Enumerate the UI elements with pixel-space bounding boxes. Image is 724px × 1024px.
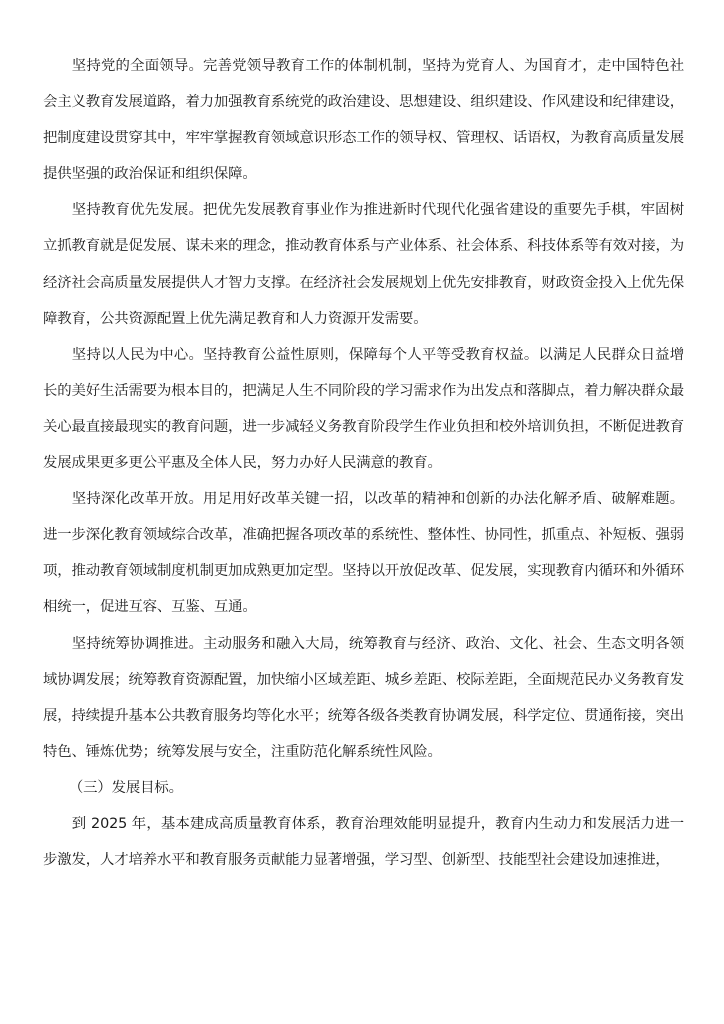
- paragraph-goals-2025: 到 2025 年，基本建成高质量教育体系，教育治理效能明显提升，教育内生动力和发展活力进一步激发，人才培养水平和教育服务贡献能力显著增强，学习型、创新型、技能型社会建设加速推进，: [43, 815, 684, 869]
- paragraph-party-leadership: 坚持党的全面领导。完善党领导教育工作的体制机制，坚持为党育人、为国育才，走中国特色社会主义教育发展道路，着力加强教育系统党的政治建设、思想建设、组织建设、作风建设和纪律建设，把制度建设贯穿其中，牢牢掌握教育领域意识形态工作的领导权、管理权、话语权，为教育高质量发展提供坚强的政治保证和组织保障。: [43, 58, 684, 183]
- paragraph-people-centered: 坚持以人民为中心。坚持教育公益性原则，保障每个人平等受教育权益。以满足人民群众日益增长的美好生活需要为根本目的，把满足人生不同阶段的学习需求作为出发点和落脚点，着力解决群众最关心最直接最现实的教育问题，进一步减轻义务教育阶段学生作业负担和校外培训负担，不断促进教育发展成果更多更公平惠及全体人民，努力办好人民满意的教育。: [43, 346, 684, 472]
- paragraph-education-priority: 坚持教育优先发展。把优先发展教育事业作为推进新时代现代化强省建设的重要先手棋，牢固树立抓教育就是促发展、谋未来的理念，推动教育体系与产业体系、社会体系、科技体系等有效对接，为经济社会高质量发展提供人才智力支撑。在经济社会发展规划上优先安排教育，财政资金投入上优先保障教育，公共资源配置上优先满足教育和人力资源开发需要。: [43, 202, 684, 327]
- section-heading-goals: （三）发展目标。: [68, 779, 183, 796]
- paragraph-coordination: 坚持统筹协调推进。主动服务和融入大局，统筹教育与经济、政治、文化、社会、生态文明各领域协调发展；统筹教育资源配置，加快缩小区域差距、城乡差距、校际差距，全面规范民办义务教育发展，持续提升基本公共教育服务均等化水平；统筹各级各类教育协调发展，科学定位、贯通衔接，突出特色、锤炼优势；统筹发展与安全，注重防范化解系统性风险。: [43, 635, 684, 760]
- paragraph-reform-opening: 坚持深化改革开放。用足用好改革关键一招，以改革的精神和创新的办法化解矛盾、破解难题。进一步深化教育领域综合改革，准确把握各项改革的系统性、整体性、协同性，抓重点、补短板、强弱项，推动教育领域制度机制更加成熟更加定型。坚持以开放促改革、促发展，实现教育内循环和外循环相统一，促进互容、互鉴、互通。: [43, 491, 684, 616]
